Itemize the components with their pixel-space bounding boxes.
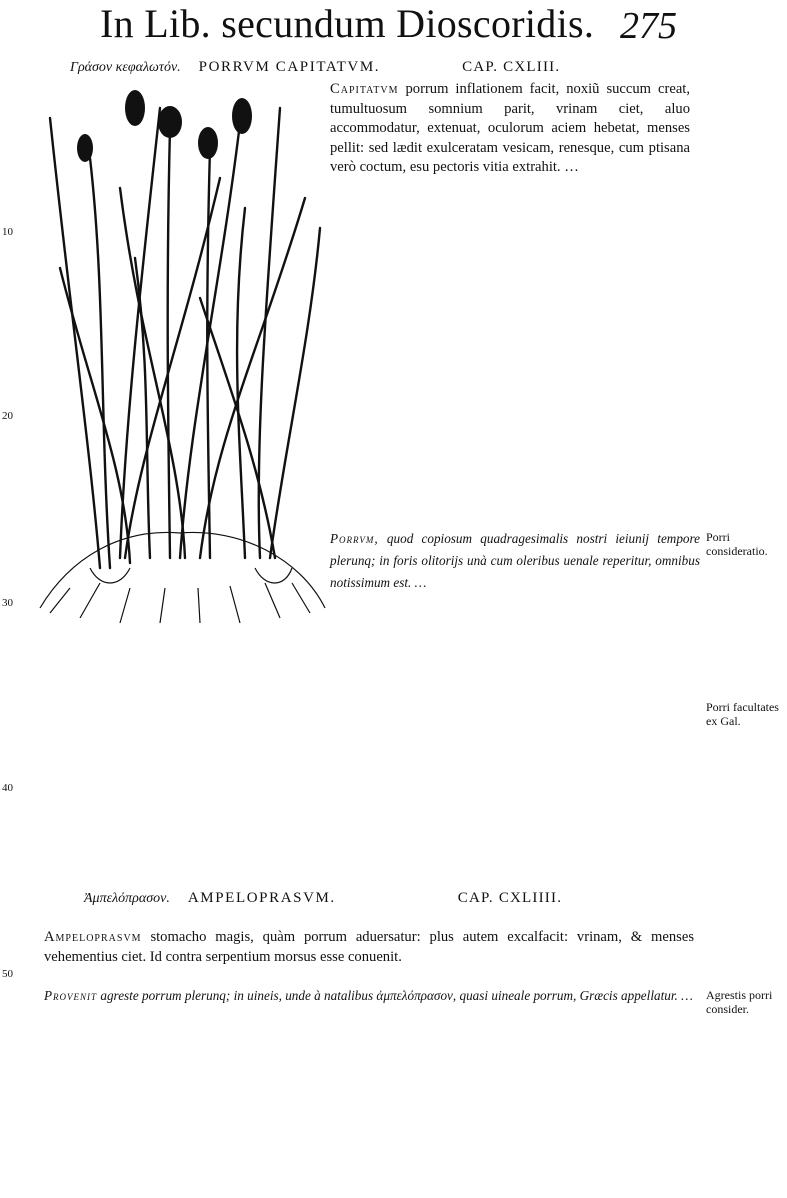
line-number: 30 [2, 597, 13, 609]
paragraph-agrestis-porri [44, 985, 694, 1007]
paragraph-ampeloprasum [44, 928, 694, 967]
running-title: In Lib. secundum Dioscoridis. [100, 1, 595, 46]
sidenote-porri-consideratio: Porri consideratio. [706, 530, 768, 558]
chapter-heading-porrum [70, 58, 560, 80]
paragraph-text: stomacho magis, quàm porrum aduersatur: plus autem excalfacit: vrinam, & menses vehementius ciet. Id contra serpentium morsus esse conuenit. [44, 929, 694, 965]
sidenote-agrestis-porri: Agrestis porri consider. [706, 988, 773, 1016]
line-number: 20 [2, 410, 13, 422]
chapter-number: CAP. CXLIIII. [457, 890, 563, 906]
paragraph-text: quod copiosum quadragesimalis nostri ieiunij tempore plerunq; in foris olitorijs unà cum oleribus uenale reperitur, omnibus notissimum est. … [330, 531, 701, 590]
greek-title: Γράσον κεφαλωτόν. [70, 60, 181, 75]
chapter-heading-ampeloprasum [84, 889, 562, 911]
paragraph-lead-word: Porrvm, [330, 531, 379, 546]
paragraph-text: porrum inflationem facit, noxiũ succum creat, tumultuosum somnium parit, vrinam ciet, aluo accommodatur, extenuat, oculorum aciem hebetat, menses pellit: sed lædit exulceratam vesicam, renesque, cum ptisana verò coctum, esu pectoris vitia extrahit. … [330, 81, 690, 176]
running-head [100, 2, 700, 46]
paragraph-lead-word: Capitatvm [330, 81, 399, 97]
paragraph-porrum-capitatum [330, 80, 690, 178]
paragraph-text: agreste porrum plerunq; in uineis, unde à natalibus ἀμπελόπρασον, quasi uineale porrum, Græcis appellatur. … [100, 988, 693, 1003]
chapter-number: CAP. CXLIII. [462, 59, 561, 75]
paragraph-lead-word: Ampeloprasvm [44, 929, 142, 945]
paragraph-lead-word: Provenit [44, 988, 98, 1003]
page-number: 275 [620, 5, 677, 47]
latin-title: AMPELOPRASVM. [187, 890, 336, 906]
line-number: 50 [2, 968, 13, 980]
paragraph-porri-consideratio [330, 528, 700, 593]
greek-title: Ἀμπελόπρασον. [84, 891, 170, 906]
leek-woodcut-illustration [30, 88, 330, 628]
line-number: 10 [2, 226, 13, 238]
line-number: 40 [2, 782, 13, 794]
sidenote-porri-facultates: Porri facultates ex Gal. [706, 700, 779, 728]
latin-title: PORRVM CAPITATVM. [198, 59, 381, 75]
